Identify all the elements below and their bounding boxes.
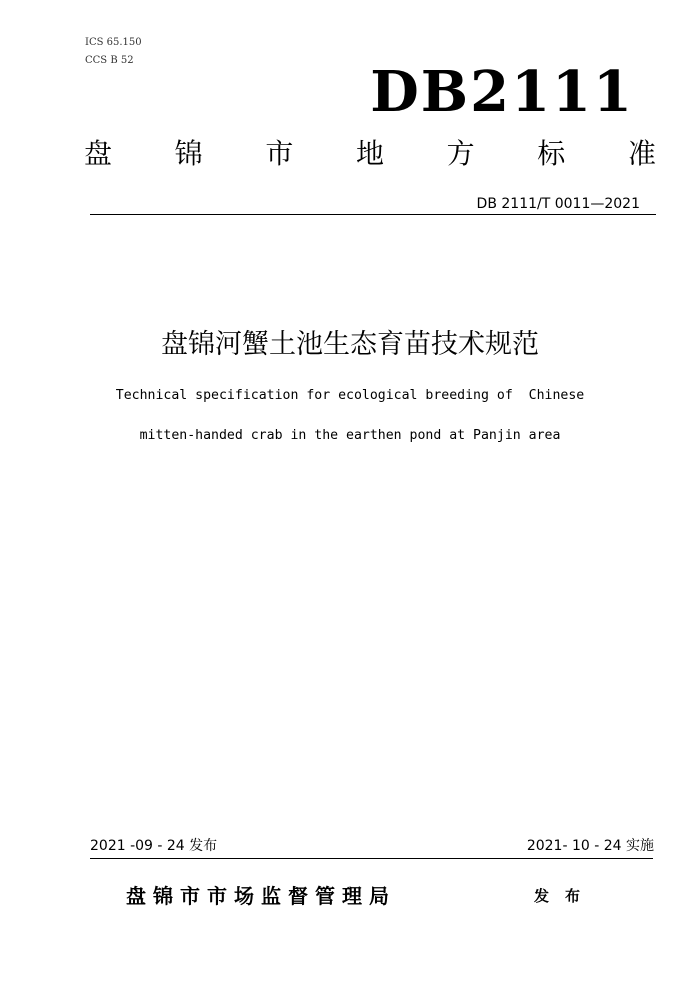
standard-type-char: 准 <box>627 137 656 170</box>
standard-type-char: 盘 <box>84 137 113 170</box>
header-divider <box>90 214 656 215</box>
document-title-english-line1: Technical specification for ecological breeding of Chinese <box>115 388 585 403</box>
standard-logo: DB2111 <box>370 59 634 125</box>
document-title-english-line2: mitten-handed crab in the earthen pond at Panjin area <box>139 428 561 443</box>
footer-divider <box>90 858 653 859</box>
issue-label: 发布 <box>534 887 597 905</box>
document-title-chinese: 盘锦河蟹土池生态育苗技术规范 <box>161 329 539 360</box>
implementation-date: 2021- 10 - 24 实施 <box>526 838 654 854</box>
ccs-code: CCS B 52 <box>85 55 134 66</box>
standard-type-heading <box>84 136 656 172</box>
ics-code: ICS 65.150 <box>85 37 142 48</box>
standard-type-char: 方 <box>446 137 475 170</box>
issue-date: 2021 -09 - 24 发布 <box>90 838 218 854</box>
standard-number: DB 2111/T 0011—2021 <box>476 196 640 212</box>
issuing-authority: 盘锦市市场监督管理局 <box>126 884 396 908</box>
standard-type-char: 地 <box>355 137 384 170</box>
standard-type-char: 标 <box>537 137 566 170</box>
standard-type-char: 锦 <box>174 137 203 170</box>
standard-type-char: 市 <box>265 137 294 170</box>
